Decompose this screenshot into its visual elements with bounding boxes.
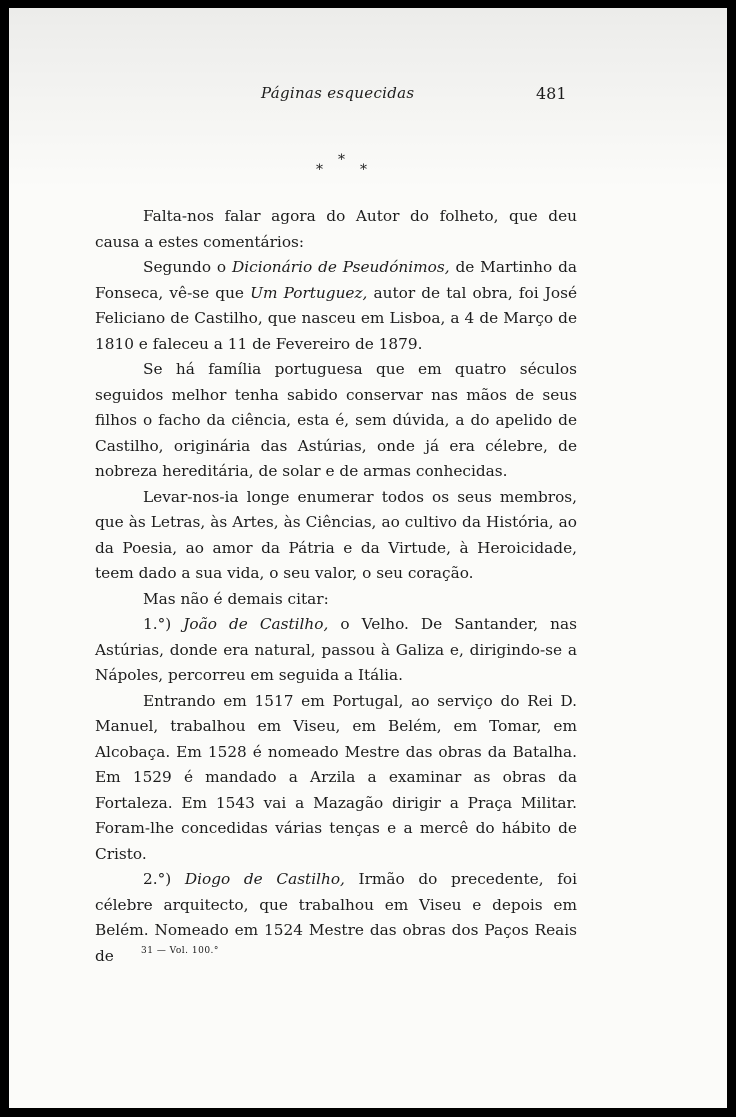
paragraph: Se há família portuguesa que em quatro séculos seguidos melhor tenha sabido conservar nas mãos de seus filhos o facho da ciência, esta é, sem dúvida, a do apelido de Castilho, originária das Astúrias, onde já era célebre, de nobreza hereditária, de solar e de armas conhecidas. [95,360,577,480]
asterism-divider [304,148,367,182]
paragraph: Mas não é demais citar: [143,589,329,608]
body-text [95,204,577,969]
page-number: 481 [536,84,567,103]
text-run: Irmão do precedente, foi célebre arquitecto, que trabalhou em Viseu e depois em Belém. Nomeado em 1524 Mestre das obras dos Paços Reais de [95,870,577,965]
asterism-star-left: * [316,162,323,178]
paragraph [95,255,577,357]
asterism-star-top: * [338,152,345,168]
paragraph [95,612,577,689]
italic-title: Dicionário de Pseudónimos, [231,258,450,276]
italic-title: Um Portuguez, [250,283,368,302]
text-run: autor de tal obra, foi José Feliciano de Castilho, que nasceu em Lisboa, a 4 de Março de 1810 e faleceu a 11 de Fevereiro de 1879. [95,283,578,353]
italic-title: Diogo de Castilho, [184,870,345,888]
text-run: de Martinho da Fonseca, vê-se que [95,258,577,302]
paragraph: Entrando em 1517 em Portugal, ao serviço do Rei D. Manuel, trabalhou em Viseu, em Belém, em Tomar, em Alcobaça. Em 1528 é nomeado Mestre das obras da Batalha. Em 1529 é mandado a Arzila a examinar as obras da Fortaleza. Em 1543 vai a Mazagão dirigir a Praça Militar. Foram-lhe concedidas várias tenças e a mercê do hábito de Cristo. [95,691,577,863]
printer-signature: 31 — Vol. 100.° [141,946,219,956]
book-page [9,8,727,1108]
paragraph: Levar-nos-ia longe enumerar todos os seus membros, que às Letras, às Artes, às Ciências, ao cultivo da História, ao da Poesia, ao amor da Pátria e da Virtude, à Heroicidade, teem dado a sua vida, o seu valor, o seu coração. [95,487,577,582]
paragraph: Falta-nos falar agora do Autor do folheto, que deu causa a estes comentários: [95,207,577,251]
asterism-star-right: * [360,162,367,178]
italic-title: João de Castilho, [183,615,329,633]
text-run: 2.°) [143,870,185,888]
running-title: Páginas esquecidas [261,84,415,102]
page-header [9,80,727,108]
text-run: o Velho. De Santander, nas Astúrias, donde era natural, passou à Galiza e, dirigindo-se a Nápoles, percorreu em seguida a Itália. [95,615,578,684]
text-run: Segundo o [143,258,232,276]
text-run: 1.°) [143,615,184,633]
